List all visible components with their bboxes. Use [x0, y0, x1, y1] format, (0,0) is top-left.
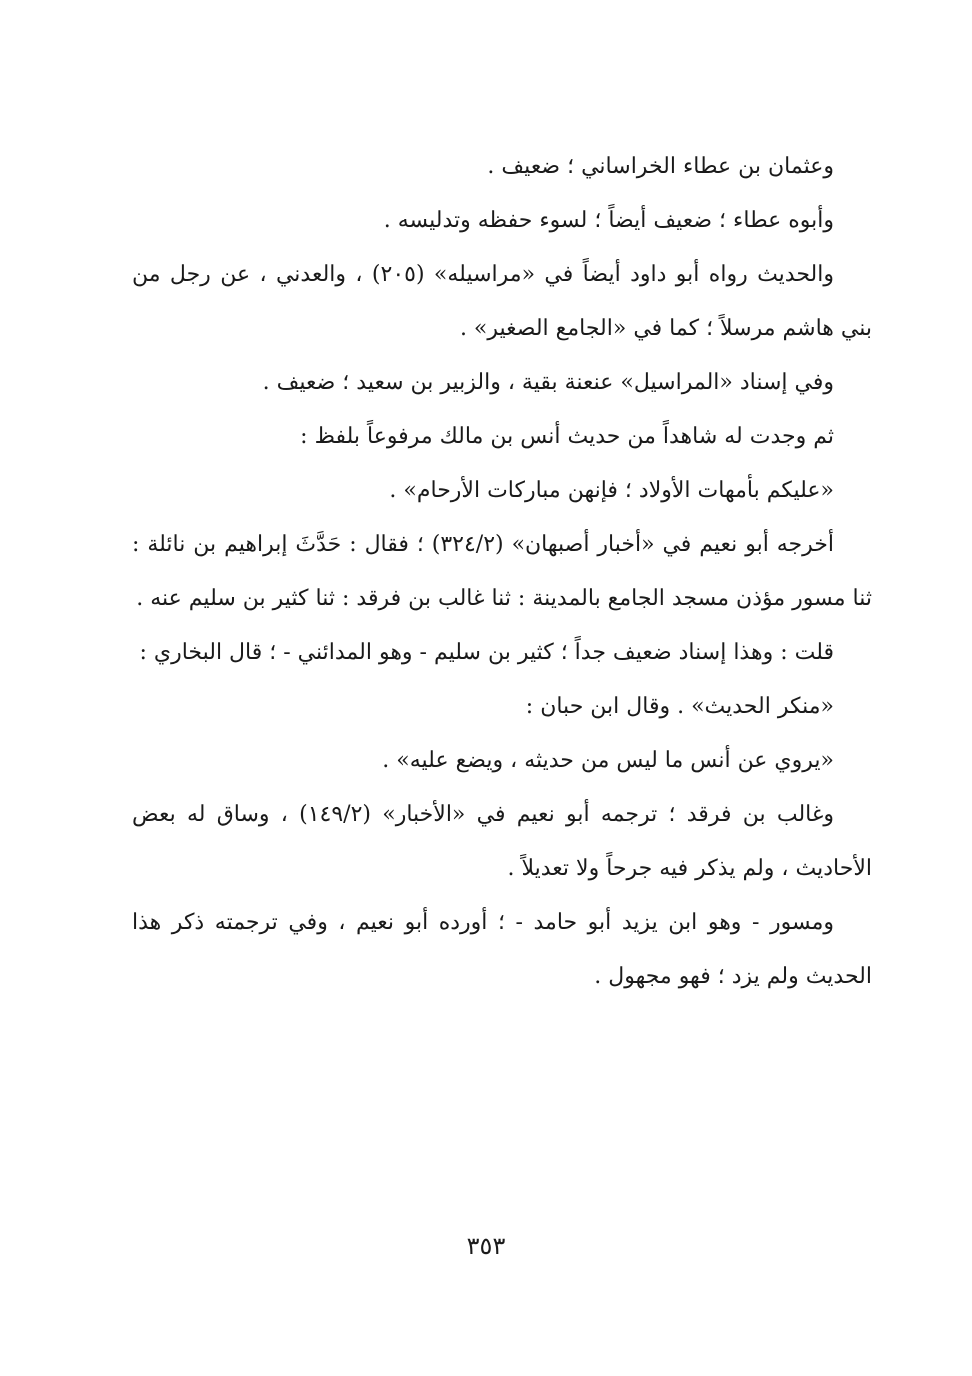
paragraph-8: قلت : وهذا إسناد ضعيف جداً ؛ كثير بن سليم - وهو المدائني - ؛ قال البخاري :	[139, 640, 834, 665]
paragraph-3: والحديث رواه أبو داود أيضاً في «مراسيله» (٢٠٥) ، والعدني ، عن رجل من بني هاشم مرسلاً ؛ كما في «الجامع الصغير» .	[132, 262, 872, 341]
paragraph-9: «منكر الحديث» . وقال ابن حبان :	[525, 694, 834, 719]
paragraph-6: «عليكم بأمهات الأولاد ؛ فإنهن مباركات الأرحام» .	[389, 478, 834, 503]
paragraph-12: ومسور - وهو ابن يزيد أبو حامد - ؛ أورده أبو نعيم ، وفي ترجمته ذكر هذا الحديث ولم يزد ؛ فهو مجهول .	[132, 910, 872, 989]
paragraph-5: ثم وجدت له شاهداً من حديث أنس بن مالك مرفوعاً بلفظ :	[300, 424, 834, 449]
paragraph-1: وعثمان بن عطاء الخراساني ؛ ضعيف .	[487, 154, 834, 179]
body-text	[132, 140, 872, 1004]
page-number: ٣٥٣	[466, 1232, 506, 1260]
paragraph-2: وأبوه عطاء ؛ ضعيف أيضاً ؛ لسوء حفظه وتدليسه .	[383, 208, 834, 233]
paragraph-10: «يروي عن أنس ما ليس من حديثه ، ويضع عليه» .	[382, 748, 834, 773]
paragraph-7: أخرجه أبو نعيم في «أخبار أصبهان» (٣٢٤/٢) ؛ فقال : حَدَّثَ إبراهيم بن نائلة : ثنا مسور مؤذن مسجد الجامع بالمدينة : ثنا غالب بن فرقد : ثنا كثير بن سليم عنه .	[132, 532, 872, 611]
paragraph-4: وفي إسناد «المراسيل» عنعنة بقية ، والزبير بن سعيد ؛ ضعيف .	[262, 370, 834, 395]
paragraph-11: وغالب بن فرقد ؛ ترجمه أبو نعيم في «الأخبار» (١٤٩/٢) ، وساق له بعض الأحاديث ، ولم يذكر فيه جرحاً ولا تعديلاً .	[132, 802, 872, 881]
